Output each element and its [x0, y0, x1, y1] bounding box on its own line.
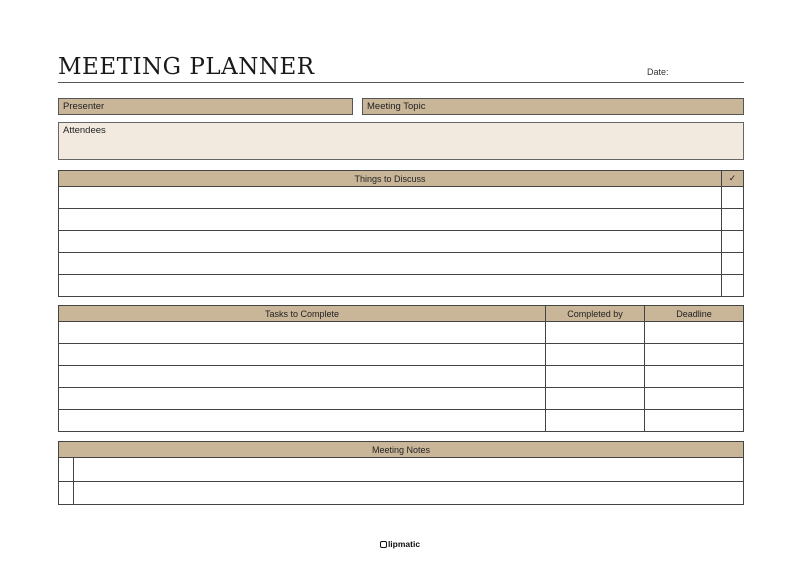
task-row-cell[interactable]	[645, 388, 744, 410]
task-row-cell[interactable]	[546, 344, 645, 366]
attendees-field[interactable]	[58, 122, 744, 160]
discuss-row	[59, 253, 744, 275]
task-row-cell[interactable]	[59, 410, 546, 432]
check-header: ✓	[722, 171, 744, 187]
meeting-topic-field[interactable]	[362, 98, 744, 115]
task-row-cell[interactable]	[59, 388, 546, 410]
task-row-cell[interactable]	[546, 366, 645, 388]
discuss-row-cell[interactable]	[59, 187, 722, 209]
task-row	[59, 344, 744, 366]
discuss-row-cell[interactable]	[722, 275, 744, 297]
task-row-cell[interactable]	[59, 366, 546, 388]
deadline-header: Deadline	[645, 306, 744, 322]
discuss-table	[58, 170, 744, 297]
discuss-row	[59, 209, 744, 231]
title-divider	[58, 82, 744, 83]
notes-header: Meeting Notes	[59, 442, 744, 458]
discuss-row-cell[interactable]	[59, 231, 722, 253]
discuss-row	[59, 187, 744, 209]
footer-logo	[0, 539, 800, 549]
notes-table	[58, 441, 744, 505]
attendees-label: Attendees	[63, 125, 106, 136]
discuss-row-cell[interactable]	[722, 209, 744, 231]
notes-row-cell[interactable]	[74, 481, 744, 505]
presenter-label: Presenter	[63, 101, 105, 112]
notes-row-cell[interactable]	[59, 481, 74, 505]
discuss-row-cell[interactable]	[722, 253, 744, 275]
notes-section	[58, 441, 744, 505]
discuss-row	[59, 275, 744, 297]
task-row	[59, 388, 744, 410]
discuss-row-cell[interactable]	[722, 231, 744, 253]
task-row-cell[interactable]	[645, 366, 744, 388]
task-row	[59, 366, 744, 388]
notes-row	[59, 458, 744, 482]
presenter-field[interactable]	[58, 98, 353, 115]
discuss-row-cell[interactable]	[722, 187, 744, 209]
task-row	[59, 410, 744, 432]
discuss-row-cell[interactable]	[59, 209, 722, 231]
page-title: MEETING PLANNER	[58, 54, 315, 80]
tasks-section	[58, 305, 744, 432]
task-row-cell[interactable]	[546, 388, 645, 410]
tasks-table	[58, 305, 744, 432]
notes-row-cell[interactable]	[59, 458, 74, 482]
task-row-cell[interactable]	[59, 322, 546, 344]
date-label: Date:	[647, 67, 669, 77]
task-row-cell[interactable]	[645, 344, 744, 366]
discuss-row-cell[interactable]	[59, 253, 722, 275]
task-row-cell[interactable]	[546, 322, 645, 344]
notes-row	[59, 481, 744, 505]
notes-row-cell[interactable]	[74, 458, 744, 482]
completed-by-header: Completed by	[546, 306, 645, 322]
meeting-topic-label: Meeting Topic	[367, 101, 426, 112]
discuss-section	[58, 170, 744, 297]
clipmatic-logo-icon	[380, 541, 387, 548]
task-row-cell[interactable]	[645, 410, 744, 432]
tasks-header: Tasks to Complete	[59, 306, 546, 322]
discuss-row	[59, 231, 744, 253]
discuss-header: Things to Discuss	[59, 171, 722, 187]
discuss-row-cell[interactable]	[59, 275, 722, 297]
footer-brand: lipmatic	[387, 539, 421, 549]
task-row-cell[interactable]	[59, 344, 546, 366]
task-row-cell[interactable]	[546, 410, 645, 432]
task-row	[59, 322, 744, 344]
task-row-cell[interactable]	[645, 322, 744, 344]
